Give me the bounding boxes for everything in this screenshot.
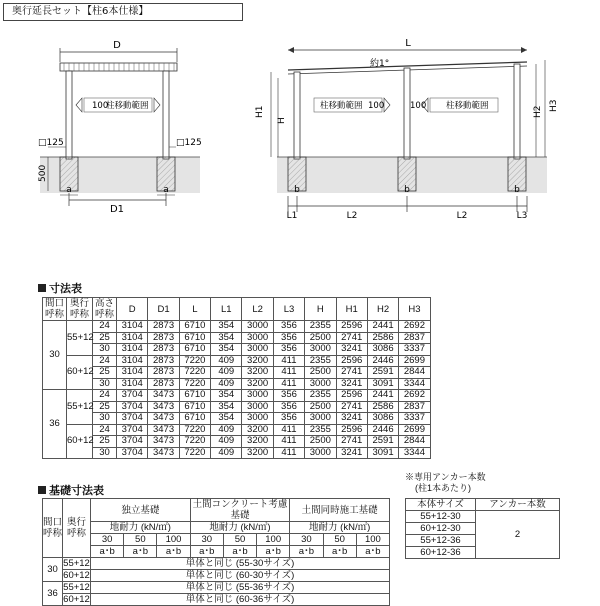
- base-depth: 55+12: [63, 558, 90, 569]
- dims-cell: 2596: [336, 424, 367, 436]
- ab-label: a･b: [157, 546, 190, 558]
- dims-header-row: [43, 298, 462, 321]
- dims-cell: 354: [211, 413, 242, 425]
- bearing-50: 50: [124, 534, 157, 546]
- base-group2: 土間コンクリート考慮基礎: [190, 499, 290, 522]
- dims-cell: 356: [273, 401, 304, 413]
- dims-cell: 7220: [179, 436, 210, 448]
- page-title: 奥行延長セット【柱6本仕様】: [3, 3, 243, 21]
- dims-cell: 6710: [179, 321, 210, 333]
- base-width: 36: [43, 582, 63, 606]
- dims-row: [43, 436, 462, 448]
- dims-cell: 2741: [336, 401, 367, 413]
- carport-drawing: [0, 0, 600, 270]
- dims-cell: 7220: [179, 447, 210, 459]
- dims-cell: 354: [211, 332, 242, 344]
- dims-cell: 3104: [117, 321, 148, 333]
- dims-cell: 356: [273, 390, 304, 402]
- base-depth: 55+12: [63, 582, 90, 593]
- dims-cell: 24: [93, 390, 117, 402]
- dims-cell: 2591: [367, 367, 398, 379]
- dims-cell: 3000: [305, 344, 336, 356]
- dims-width-cell: 36: [43, 390, 67, 459]
- dims-cell: 3086: [367, 413, 398, 425]
- dims-cell: 411: [273, 355, 304, 367]
- dims-row: [43, 344, 462, 356]
- dims-cell: 3104: [117, 355, 148, 367]
- dims-cell: 2596: [336, 321, 367, 333]
- ab-label: a･b: [124, 546, 157, 558]
- dims-cell: 3473: [148, 390, 179, 402]
- base-value: 単体と同じ (55-36サイズ): [91, 582, 390, 594]
- dims-cell: 6710: [179, 344, 210, 356]
- dims-cell: 2355: [305, 321, 336, 333]
- l3-label: L3: [516, 211, 528, 221]
- l1-label: L1: [286, 211, 298, 221]
- dims-table: [42, 297, 462, 459]
- dims-cell: 3200: [242, 447, 273, 459]
- base-depth-head: 奥行 呼称: [63, 499, 91, 558]
- anchor-count: 2: [476, 511, 560, 559]
- h2-label: H2: [533, 105, 543, 118]
- base-row: [43, 570, 390, 582]
- dims-head: L1: [211, 298, 242, 321]
- dims-cell: 7220: [179, 355, 210, 367]
- post-left-label: □125: [38, 138, 64, 148]
- dims-cell: 2500: [305, 367, 336, 379]
- side-view: [38, 40, 202, 215]
- ab-label: a･b: [223, 546, 256, 558]
- dims-cell: 354: [211, 401, 242, 413]
- dims-width-cell: 30: [43, 321, 67, 390]
- ab-label: a･b: [323, 546, 356, 558]
- dims-cell: 411: [273, 424, 304, 436]
- dims-cell: 3241: [336, 413, 367, 425]
- dims-cell: 3104: [117, 344, 148, 356]
- dims-cell: 2500: [305, 436, 336, 448]
- bearing-label: 地耐力 (kN/㎡): [91, 522, 191, 534]
- dims-cell: 3200: [242, 436, 273, 448]
- dims-cell: 2741: [336, 436, 367, 448]
- dims-depth-cell: 55+12: [67, 390, 93, 425]
- dims-row: [43, 321, 462, 333]
- bearing-30: 30: [91, 534, 124, 546]
- dims-cell: 3104: [117, 378, 148, 390]
- dims-cell: 3704: [117, 424, 148, 436]
- anchor-note-1: ※専用アンカー本数: [405, 472, 486, 482]
- dims-cell: 3000: [305, 378, 336, 390]
- anchor-size: 55+12-30: [406, 511, 476, 523]
- dims-head: H2: [367, 298, 398, 321]
- dims-cell: 24: [93, 355, 117, 367]
- range-value-right-1: 100: [368, 101, 385, 111]
- dims-cell: 3473: [148, 401, 179, 413]
- dims-cell: 3000: [242, 413, 273, 425]
- dims-cell: 3241: [336, 378, 367, 390]
- dims-cell: 25: [93, 436, 117, 448]
- dims-cell: 25: [93, 401, 117, 413]
- dims-cell: 354: [211, 390, 242, 402]
- dims-row: [43, 390, 462, 402]
- dims-head: 間口 呼称: [43, 298, 67, 321]
- base-value: 単体と同じ (60-36サイズ): [91, 594, 390, 606]
- ab-label: a･b: [356, 546, 389, 558]
- b-label-3: b: [514, 185, 520, 195]
- h-label: H: [277, 117, 287, 124]
- bearing-100: 100: [257, 534, 290, 546]
- ab-label: a･b: [91, 546, 124, 558]
- post-right-label: □125: [176, 138, 202, 148]
- dims-cell: 2873: [148, 344, 179, 356]
- dims-cell: 3000: [242, 390, 273, 402]
- dims-cell: 354: [211, 344, 242, 356]
- d1-label: D1: [109, 204, 125, 215]
- b-label-1: b: [294, 185, 300, 195]
- anchor-size-head: 本体サイズ: [406, 499, 476, 511]
- dims-cell: 356: [273, 413, 304, 425]
- base-section-title: 基礎寸法表: [38, 482, 104, 498]
- dims-head: 奥行 呼称: [67, 298, 93, 321]
- dims-depth-cell: 60+12: [67, 424, 93, 459]
- dims-cell: 3344: [399, 447, 430, 459]
- dims-cell: 2873: [148, 332, 179, 344]
- dims-cell: 2446: [367, 355, 398, 367]
- dims-cell: 409: [211, 367, 242, 379]
- dims-head: H: [305, 298, 336, 321]
- dims-cell: 2500: [305, 332, 336, 344]
- dims-cell: 3473: [148, 413, 179, 425]
- dims-cell: 2873: [148, 321, 179, 333]
- dims-cell: 2500: [305, 401, 336, 413]
- a-label-right: a: [163, 185, 169, 195]
- dims-cell: 2591: [367, 436, 398, 448]
- dims-cell: 3704: [117, 413, 148, 425]
- dims-cell: 2873: [148, 367, 179, 379]
- dims-cell: 24: [93, 321, 117, 333]
- dims-cell: 3344: [399, 378, 430, 390]
- dims-cell: 2596: [336, 355, 367, 367]
- dims-cell: 3704: [117, 447, 148, 459]
- dims-cell: 411: [273, 447, 304, 459]
- dims-cell: 25: [93, 367, 117, 379]
- range-value-left: 100: [92, 101, 109, 111]
- dims-head: H3: [399, 298, 430, 321]
- bearing-label: 地耐力 (kN/㎡): [290, 522, 390, 534]
- dims-cell: 3086: [367, 344, 398, 356]
- dims-cell: 7220: [179, 424, 210, 436]
- dims-cell: 2586: [367, 401, 398, 413]
- range-label-left: 柱移動範囲: [106, 101, 149, 111]
- dims-cell: 2692: [399, 321, 430, 333]
- anchor-count-head: アンカー本数: [476, 499, 560, 511]
- dims-section-title: 寸法表: [38, 280, 82, 296]
- dims-cell: 2741: [336, 332, 367, 344]
- dims-cell: 409: [211, 355, 242, 367]
- dims-cell: 2873: [148, 378, 179, 390]
- dims-cell: 3200: [242, 355, 273, 367]
- anchor-size: 60+12-30: [406, 523, 476, 535]
- dims-cell: 3091: [367, 447, 398, 459]
- dims-cell: 409: [211, 447, 242, 459]
- range-label-right-2: 柱移動範囲: [446, 101, 489, 111]
- dims-cell: 2844: [399, 367, 430, 379]
- dims-cell: 3104: [117, 332, 148, 344]
- dims-head: L2: [242, 298, 273, 321]
- dims-cell: 2837: [399, 401, 430, 413]
- bearing-label: 地耐力 (kN/㎡): [190, 522, 290, 534]
- dims-cell: 6710: [179, 413, 210, 425]
- dims-cell: 2699: [399, 424, 430, 436]
- dims-head: L: [179, 298, 210, 321]
- anchor-size: 60+12-36: [406, 547, 476, 559]
- dims-cell: 7220: [179, 378, 210, 390]
- dims-cell: 3704: [117, 401, 148, 413]
- dims-cell: 3473: [148, 447, 179, 459]
- anchor-note-2: (柱1本あたり): [415, 483, 471, 493]
- bearing-100: 100: [157, 534, 190, 546]
- dims-row: [43, 367, 462, 379]
- dims-cell: 2692: [399, 390, 430, 402]
- dims-row: [43, 447, 462, 459]
- range-value-right-2: 100: [410, 101, 427, 111]
- dims-cell: 3200: [242, 367, 273, 379]
- bearing-50: 50: [223, 534, 256, 546]
- dims-cell: 3337: [399, 344, 430, 356]
- dims-cell: 30: [93, 344, 117, 356]
- dims-head: 高さ 呼称: [93, 298, 117, 321]
- bearing-30: 30: [190, 534, 223, 546]
- dims-cell: 3241: [336, 344, 367, 356]
- dims-row: [43, 355, 462, 367]
- dims-cell: 3473: [148, 424, 179, 436]
- bearing-50: 50: [323, 534, 356, 546]
- dims-cell: 356: [273, 332, 304, 344]
- base-value: 単体と同じ (60-30サイズ): [91, 570, 390, 582]
- dims-cell: 356: [273, 321, 304, 333]
- dims-cell: 3473: [148, 436, 179, 448]
- dims-cell: 2446: [367, 424, 398, 436]
- dims-cell: 2441: [367, 390, 398, 402]
- dims-cell: 2837: [399, 332, 430, 344]
- dims-row: [43, 401, 462, 413]
- dims-cell: 30: [93, 413, 117, 425]
- dims-row: [43, 378, 462, 390]
- dims-depth-cell: 60+12: [67, 355, 93, 390]
- dims-cell: 3200: [242, 378, 273, 390]
- ab-label: a･b: [290, 546, 323, 558]
- dims-cell: 2355: [305, 390, 336, 402]
- anchor-table: [405, 498, 560, 559]
- dims-cell: 3104: [117, 367, 148, 379]
- dims-head: H1: [336, 298, 367, 321]
- dims-cell: 411: [273, 378, 304, 390]
- base-depth: 60+12: [63, 594, 90, 605]
- bearing-100: 100: [356, 534, 389, 546]
- dims-cell: 3000: [242, 332, 273, 344]
- dims-head: D1: [148, 298, 179, 321]
- dims-cell: 25: [93, 332, 117, 344]
- base-table: [42, 498, 390, 606]
- dims-cell: 2596: [336, 390, 367, 402]
- base-width: 30: [43, 558, 63, 582]
- dims-cell: 2586: [367, 332, 398, 344]
- l2-label-first: L2: [346, 211, 358, 221]
- base-value: 単体と同じ (55-30サイズ): [91, 558, 390, 570]
- anchor-size: 55+12-36: [406, 535, 476, 547]
- dims-cell: 3000: [242, 321, 273, 333]
- base-group3: 土間同時施工基礎: [290, 499, 390, 522]
- dims-cell: 3000: [242, 344, 273, 356]
- dims-cell: 2699: [399, 355, 430, 367]
- dims-cell: 2355: [305, 355, 336, 367]
- dims-cell: 354: [211, 321, 242, 333]
- dims-cell: 7220: [179, 367, 210, 379]
- dims-cell: 3704: [117, 390, 148, 402]
- dims-cell: 3200: [242, 424, 273, 436]
- dims-cell: 3000: [305, 447, 336, 459]
- bearing-30: 30: [290, 534, 323, 546]
- l-label: L: [405, 38, 411, 49]
- dims-cell: 2741: [336, 367, 367, 379]
- dims-cell: 409: [211, 436, 242, 448]
- dims-cell: 409: [211, 378, 242, 390]
- base-depth: 60+12: [63, 570, 90, 581]
- dims-row: [43, 413, 462, 425]
- dims-cell: 3000: [242, 401, 273, 413]
- dims-cell: 3337: [399, 413, 430, 425]
- dims-row: [43, 332, 462, 344]
- dims-cell: 3241: [336, 447, 367, 459]
- dims-cell: 2355: [305, 424, 336, 436]
- dims-cell: 3704: [117, 436, 148, 448]
- dims-head: L3: [273, 298, 304, 321]
- dims-cell: 411: [273, 436, 304, 448]
- b-label-2: b: [404, 185, 410, 195]
- ab-label: a･b: [257, 546, 290, 558]
- dims-cell: 30: [93, 378, 117, 390]
- dims-row: [43, 424, 462, 436]
- dims-cell: 409: [211, 424, 242, 436]
- base-row: [43, 558, 390, 570]
- slope-label: 約1°: [370, 59, 390, 69]
- dims-cell: 2873: [148, 355, 179, 367]
- dims-cell: 6710: [179, 332, 210, 344]
- range-label-right-1: 柱移動範囲: [320, 101, 363, 111]
- dims-cell: 30: [93, 447, 117, 459]
- front-view: [255, 38, 559, 221]
- dims-head: D: [117, 298, 148, 321]
- dims-cell: 6710: [179, 401, 210, 413]
- depth-label: 500: [38, 164, 48, 182]
- a-label-left: a: [66, 185, 72, 195]
- l2-label-second: L2: [456, 211, 468, 221]
- h3-label: H3: [549, 99, 559, 112]
- ab-label: a･b: [190, 546, 223, 558]
- dims-depth-cell: 55+12: [67, 321, 93, 356]
- dims-cell: 2441: [367, 321, 398, 333]
- base-group1: 独立基礎: [91, 499, 191, 522]
- dims-cell: 6710: [179, 390, 210, 402]
- dims-cell: 411: [273, 367, 304, 379]
- dims-cell: 356: [273, 344, 304, 356]
- dims-cell: 2844: [399, 436, 430, 448]
- dims-cell: 3000: [305, 413, 336, 425]
- d-label: D: [113, 40, 121, 51]
- dims-body: [43, 321, 462, 459]
- base-row: [43, 582, 390, 594]
- dims-cell: 24: [93, 424, 117, 436]
- h1-label: H1: [255, 105, 265, 118]
- base-width-head: 間口 呼称: [43, 499, 63, 558]
- dims-cell: 3091: [367, 378, 398, 390]
